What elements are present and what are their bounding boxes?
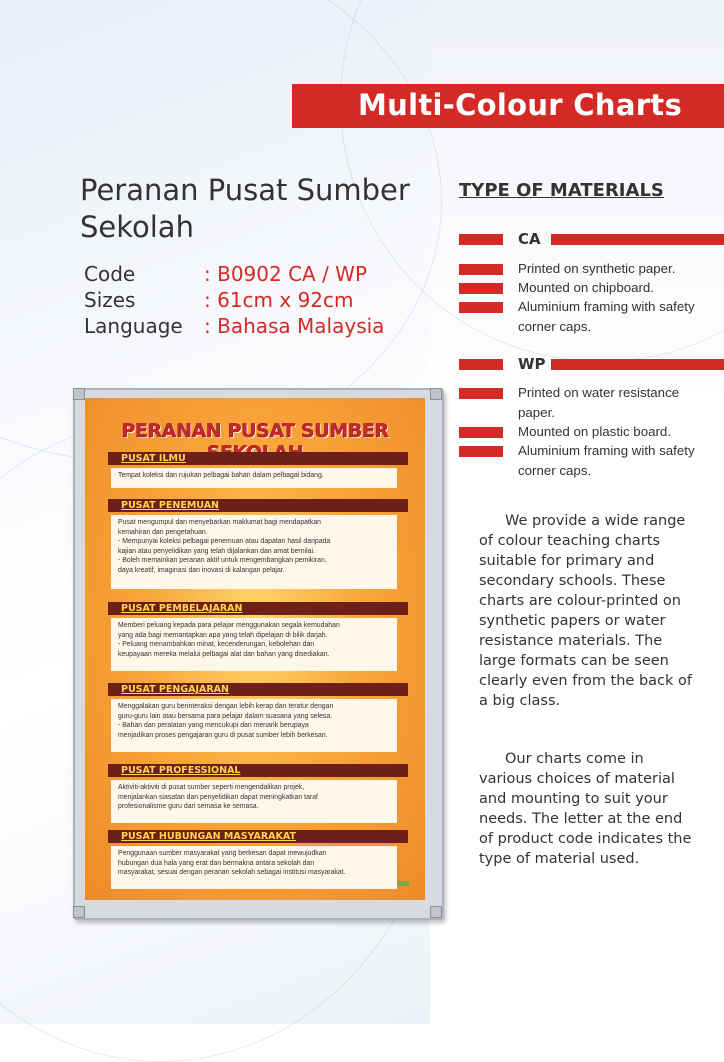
poster-line: - Boleh memainkan peranan aktif untuk mengembangkan pemikiran, xyxy=(118,557,327,565)
poster-section-heading: PUSAT PENEMUAN xyxy=(121,500,219,511)
poster-section-heading: PUSAT HUBUNGAN MASYARAKAT xyxy=(121,831,296,842)
poster-line: guru-guru lain atau bersama para pelajar dalam suasana yang selesa. xyxy=(118,712,333,720)
poster-section-header xyxy=(108,452,408,465)
spec-value: : B0902 CA / WP xyxy=(204,262,368,286)
poster-section-body xyxy=(111,780,397,823)
poster-section-body xyxy=(111,515,397,589)
poster-section-header xyxy=(108,683,408,696)
material-item: Aluminium framing with safety corner caps. xyxy=(518,299,695,334)
materials-heading: TYPE OF MATERIALS xyxy=(459,180,664,201)
bullet-bar xyxy=(459,302,503,313)
spec-value: : Bahasa Malaysia xyxy=(204,314,385,338)
poster-line: profesionalisme guru dari semasa ke semasa. xyxy=(118,803,259,811)
corner-cap xyxy=(73,388,85,400)
spec-label: Language xyxy=(84,314,183,338)
poster-line: kajian atau penyelidikan yang telah dijalankan dan amat bernilai. xyxy=(118,547,315,555)
banner-title: Multi-Colour Charts xyxy=(358,88,683,122)
poster-section-header xyxy=(108,602,408,615)
poster-section-header xyxy=(108,499,408,512)
poster-section-body xyxy=(111,618,397,671)
publisher-logo xyxy=(397,881,409,886)
material-item: Aluminium framing with safety corner caps. xyxy=(518,443,695,478)
poster-section-heading: PUSAT PROFESSIONAL xyxy=(121,765,241,776)
poster-line: menjalankan siasatan dan penyelidikan dapat meningkatkan taraf xyxy=(118,793,318,801)
poster-line: Pusat mengumpul dan menyebarkan maklumat bagi mendapatkan xyxy=(118,519,322,526)
spec-value: : 61cm x 92cm xyxy=(204,288,354,312)
poster-section-header xyxy=(108,764,408,777)
corner-cap xyxy=(430,388,442,400)
poster-section-heading: PUSAT ILMU xyxy=(121,453,186,464)
poster-line: menjadikan proses pengajaran guru di pusat sumber lebih berkesan. xyxy=(118,731,328,739)
section-label-ca: CA xyxy=(518,230,541,248)
poster-section-body xyxy=(111,468,397,488)
poster-title: PERANAN PUSAT SUMBER xyxy=(121,420,389,442)
bullet-bar xyxy=(459,283,503,294)
poster-line: - Peluang menambahkan minat, kecenderungan, kebolehan dan xyxy=(118,641,315,649)
poster-line: Penggunaan sumber masyarakat yang berkesan dapat mewujudkan xyxy=(118,850,327,857)
description-paragraph: Our charts come in various choices of material and mounting to suit your needs. The letter at the end of product code indicates the type of material used. xyxy=(479,751,692,867)
section-bar xyxy=(459,359,503,370)
bullet-bar xyxy=(459,427,503,438)
material-item: Mounted on chipboard. xyxy=(518,280,655,295)
poster-line: yang ada bagi memantapkan apa yang telah dipelajari di bilik darjah. xyxy=(118,631,328,639)
poster-line: - Mempunyai koleksi pelbagai penemuan atau dapatan hasil daripada xyxy=(118,538,331,546)
poster-line: Aktiviti-aktiviti di pusat sumber seperti mengendalikan projek, xyxy=(118,784,305,791)
poster-line: Tempat koleksi dan rujukan pelbagai bahan dalam pelbagai bidang. xyxy=(118,472,324,479)
poster-section-body xyxy=(111,699,397,752)
material-item: Mounted on plastic board. xyxy=(518,424,672,439)
chart-poster xyxy=(85,398,425,900)
bullet-bar xyxy=(459,264,503,275)
material-item: Printed on synthetic paper. xyxy=(518,261,676,276)
corner-cap xyxy=(430,906,442,918)
poster-section-body xyxy=(111,846,397,889)
poster-line: kemahiran dan pengetahuan. xyxy=(118,528,208,536)
header-banner xyxy=(292,84,724,128)
spec-label: Sizes xyxy=(84,288,136,312)
poster-line: Menggalakan guru berinteraksi dengan lebih kerap dan teratur dengan xyxy=(118,703,334,710)
poster-line: Memberi peluang kepada para pelajar menggunakan segala kemudahan xyxy=(118,622,340,629)
bullet-bar xyxy=(459,388,503,399)
bullet-bar xyxy=(459,446,503,457)
section-label-wp: WP xyxy=(518,355,546,373)
product-title: Peranan Pusat Sumber Sekolah xyxy=(80,173,410,244)
spec-label: Code xyxy=(84,262,136,286)
section-bar xyxy=(551,234,724,245)
corner-cap xyxy=(73,906,85,918)
section-bar xyxy=(551,359,724,370)
poster-line: - Bahan dan peralatan yang mencukupi dan menarik berupaya xyxy=(118,722,309,730)
poster-section-heading: PUSAT PEMBELAJARAN xyxy=(121,603,243,614)
poster-line: hubungan dua hala yang erat dan bermakna antara sekolah dan xyxy=(118,859,315,867)
poster-line: keupayaan mereka melalui pelbagai alat dan bahan yang disediakan. xyxy=(118,650,330,658)
material-item: Printed on water resistance paper. xyxy=(518,385,680,420)
poster-line: masyarakat, sesuai dengan peranan sekolah sebagai institusi masyarakat. xyxy=(118,869,346,877)
section-bar xyxy=(459,234,503,245)
poster-section-heading: PUSAT PENGAJARAN xyxy=(121,684,229,695)
poster-section-header xyxy=(108,830,408,843)
poster-line: daya kreatif, imaginasi dan inovasi di kalangan pelajar. xyxy=(118,566,285,574)
description-paragraph: We provide a wide range of colour teaching charts suitable for primary and secondary schools. These charts are colour-printed on synthetic papers or water resistance materials. The large formats can be seen clearly even from the back of a big class. xyxy=(479,513,693,709)
